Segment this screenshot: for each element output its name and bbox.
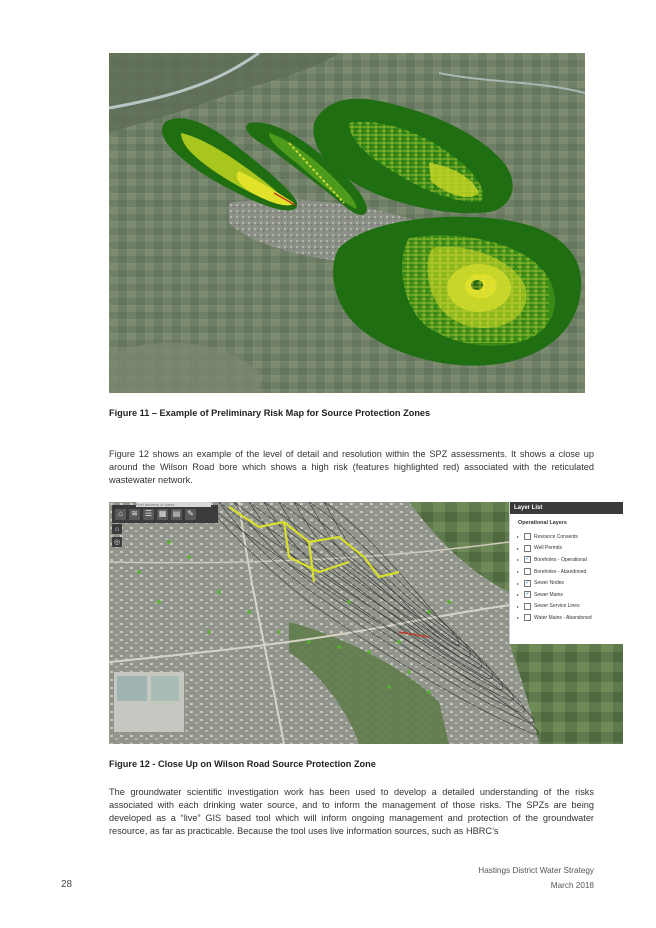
paragraph-spz-tool: The groundwater scientific investigation work has been used to develop a detailed understanding of the risks associated with each drinking water source, and to inform the management of those risks. The SPZs are being developed as a “live” GIS based tool which will inform ongoing management and protection of the groundwater resource, as far as practicable. Because the tool uses live information sources, such as HBRC’s <box>109 787 594 836</box>
layer-label: Well Permits <box>534 545 562 552</box>
layers-icon[interactable]: ≋ <box>129 509 140 520</box>
layer-item-boreholes-abandoned[interactable] <box>510 566 623 578</box>
expand-arrow-icon[interactable]: ▸ <box>517 615 520 621</box>
home-icon[interactable]: ⌂ <box>115 509 126 520</box>
expand-arrow-icon[interactable]: ▸ <box>517 603 520 609</box>
print-icon[interactable]: ▤ <box>172 509 181 518</box>
figure-12-gis-map <box>109 502 623 744</box>
expand-arrow-icon[interactable]: ▸ <box>517 580 520 586</box>
home-extent-icon[interactable]: ⌂ <box>112 524 122 534</box>
layer-list-title: Layer List <box>510 502 623 514</box>
expand-arrow-icon[interactable]: ▸ <box>517 557 520 563</box>
paragraph-figure-12-intro: Figure 12 shows an example of the level of detail and resolution within the SPZ assessments. It shows a close up around the Wilson Road bore which shows a high risk (features highlighted red) associated with the reticulated wastewater network. <box>109 449 594 485</box>
figure-12-caption: Figure 12 - Close Up on Wilson Road Source Protection Zone <box>109 759 376 769</box>
layer-list-panel <box>509 502 623 644</box>
grid-icon[interactable]: ▦ <box>158 509 167 518</box>
figure-11-caption: Figure 11 – Example of Preliminary Risk Map for Source Protection Zones <box>109 408 431 418</box>
layer-item-sewer-service-lines[interactable] <box>510 601 623 613</box>
layer-label: Boreholes - Operational <box>534 556 587 563</box>
list-icon[interactable]: ☰ <box>144 509 153 518</box>
layer-checkbox-checked[interactable]: ✓ <box>525 591 530 598</box>
risk-map-graphic <box>109 53 585 393</box>
figure-11-risk-map <box>109 53 585 393</box>
layer-label: Sewer Service Lines <box>534 603 580 610</box>
layer-checkbox-checked[interactable]: ✓ <box>525 579 530 586</box>
layer-checkbox[interactable] <box>524 568 531 575</box>
layer-item-sewer-nodes[interactable] <box>510 577 623 589</box>
operational-layers-heading: Operational Layers <box>518 520 567 526</box>
layer-checkbox[interactable] <box>524 545 531 552</box>
layer-label: Sewer Nodes <box>534 580 565 587</box>
layer-item-resource-consents[interactable] <box>510 531 623 543</box>
map-search-input[interactable]: Find address or place <box>136 502 211 507</box>
layer-item-sewer-mains[interactable] <box>510 589 623 601</box>
map-left-tools <box>112 524 122 547</box>
map-toolbar <box>112 505 218 523</box>
layer-label: Water Mains - Abandoned <box>534 614 592 621</box>
page-number: 28 <box>61 879 73 890</box>
footer-date: March 2018 <box>550 881 594 890</box>
expand-arrow-icon[interactable]: ▸ <box>517 534 520 540</box>
layer-label: Boreholes - Abandoned <box>534 568 587 575</box>
layer-item-water-mains-abandoned[interactable] <box>510 612 623 624</box>
expand-arrow-icon[interactable]: ▸ <box>517 569 520 575</box>
layer-checkbox[interactable] <box>524 533 531 540</box>
layer-checkbox[interactable] <box>524 603 531 610</box>
layer-label: Resource Consents <box>534 533 578 540</box>
draw-icon[interactable]: ✎ <box>185 509 196 520</box>
locate-icon[interactable]: ◎ <box>113 539 121 546</box>
layer-item-well-permits[interactable] <box>510 543 623 555</box>
expand-arrow-icon[interactable]: ▸ <box>517 545 520 551</box>
footer-document-title: Hastings District Water Strategy <box>478 866 594 875</box>
layer-checkbox[interactable] <box>524 614 531 621</box>
layer-label: Sewer Mains <box>534 591 563 598</box>
layer-checkbox-checked[interactable]: ✓ <box>525 556 530 563</box>
expand-arrow-icon[interactable]: ▸ <box>517 592 520 598</box>
layer-item-boreholes-operational[interactable] <box>510 554 623 566</box>
